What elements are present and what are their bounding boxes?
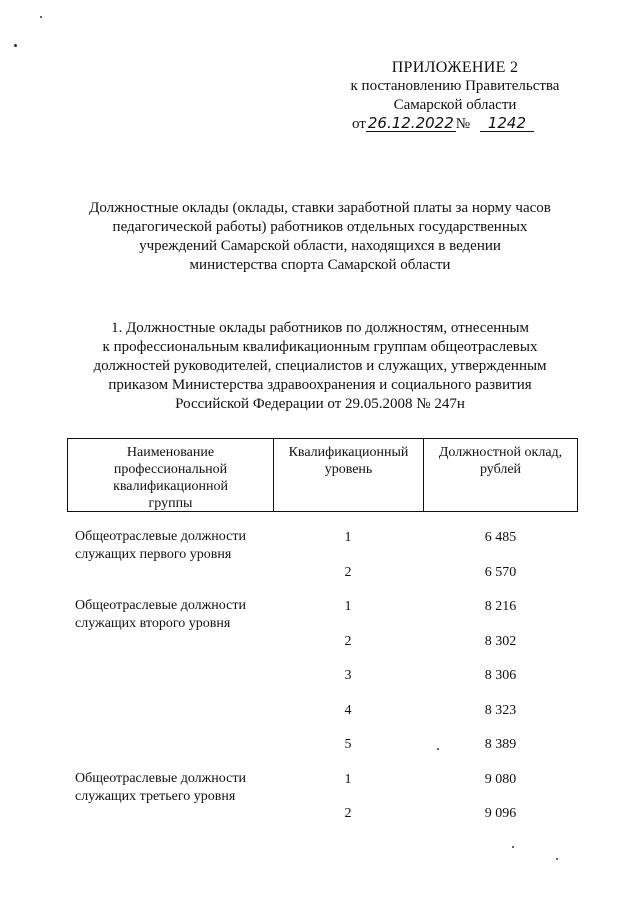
salary-cell: 8 306 [484, 668, 517, 683]
section-1-title [60, 319, 580, 414]
scan-speck [512, 846, 514, 848]
header-text: квалификационной [113, 479, 228, 494]
section-title-line: 1. Должностные оклады работников по должностям, отнесенным [111, 320, 529, 336]
level-cell: 4 [344, 702, 352, 718]
document-title-line: учреждений Самарской области, находящихся в ведении [139, 238, 501, 254]
appendix-line-1: к постановлению Правительства [350, 78, 560, 94]
salary-cell: 6 485 [484, 530, 517, 545]
header-text: группы [148, 496, 193, 511]
salary-cell: 8 216 [484, 599, 517, 614]
level-cell: 1 [344, 530, 352, 545]
header-text: рублей [479, 462, 522, 477]
group-name-cell [67, 765, 273, 804]
handwritten-number: 1242 [480, 116, 534, 132]
appendix-line-2: Самарской области [393, 97, 517, 113]
header-qualification-level [274, 439, 424, 511]
salary-cell: 8 389 [484, 737, 517, 752]
table-row [67, 730, 578, 765]
level-cell: 3 [344, 668, 352, 683]
salary-cell: 8 302 [484, 633, 517, 649]
section-title-line: к профессиональным квалификационным группам общеотраслевых [102, 339, 538, 355]
header-group-name [68, 439, 274, 511]
table-row [67, 558, 578, 593]
table-row [67, 696, 578, 731]
group-name-text: служащих первого уровня [75, 547, 232, 562]
section-title-line: Российской Федерации от 29.05.2008 № 247н [175, 396, 465, 412]
level-cell: 2 [344, 806, 352, 821]
group-name-cell [67, 592, 273, 631]
section-title-line: приказом Министерства здравоохранения и социального развития [108, 377, 532, 393]
document-title-line: Должностные оклады (оклады, ставки заработной платы за норму часов [89, 200, 551, 216]
header-text: Наименование [126, 445, 215, 460]
level-cell: 1 [344, 771, 352, 787]
group-name-text: служащих третьего уровня [75, 788, 236, 804]
level-cell: 2 [344, 564, 352, 580]
group-name-text: Общеотраслевые должности [75, 598, 246, 613]
header-salary [424, 439, 577, 511]
group-name-cell [67, 730, 273, 765]
scan-speck [14, 44, 17, 47]
table-row [67, 523, 578, 562]
level-cell: 5 [344, 737, 352, 752]
level-cell: 2 [344, 633, 352, 649]
appendix-date-number [340, 115, 570, 134]
group-name-cell [67, 558, 273, 593]
header-text: Квалификационный [288, 445, 409, 460]
header-text: профессиональной [113, 462, 228, 477]
header-text: Должностной оклад, [438, 445, 563, 460]
table-row [67, 592, 578, 631]
group-name-cell [67, 799, 273, 834]
group-name-text: Общеотраслевые должности [75, 770, 246, 786]
group-name-cell [67, 627, 273, 662]
table-row [67, 661, 578, 696]
number-prefix: № [455, 116, 471, 132]
document-title-line: министерства спорта Самарской области [189, 257, 451, 273]
handwritten-date: 26.12.2022 [367, 114, 454, 132]
table-row [67, 765, 578, 804]
salary-table-header [67, 438, 578, 512]
appendix-header [340, 58, 570, 134]
scan-speck [556, 858, 558, 860]
header-text: уровень [324, 462, 373, 477]
table-row [67, 799, 578, 834]
section-title-line: должностей руководителей, специалистов и служащих, утвержденным [93, 358, 547, 374]
salary-cell: 8 323 [484, 702, 517, 718]
group-name-cell [67, 661, 273, 696]
scan-speck [40, 16, 42, 18]
date-prefix: от [352, 116, 366, 132]
group-name-cell [67, 696, 273, 731]
table-row [67, 627, 578, 662]
salary-cell: 6 570 [484, 564, 517, 580]
salary-cell: 9 080 [484, 771, 517, 787]
salary-cell: 9 096 [484, 806, 517, 821]
document-title-line: педагогической работы) работников отдельных государственных [112, 219, 528, 235]
group-name-text: служащих второго уровня [75, 616, 231, 631]
group-name-cell [67, 523, 273, 562]
document-title [60, 199, 580, 275]
group-name-text: Общеотраслевые должности [75, 529, 246, 544]
appendix-title: ПРИЛОЖЕНИЕ 2 [391, 59, 519, 76]
salary-table-body [67, 523, 578, 834]
level-cell: 1 [344, 599, 352, 614]
